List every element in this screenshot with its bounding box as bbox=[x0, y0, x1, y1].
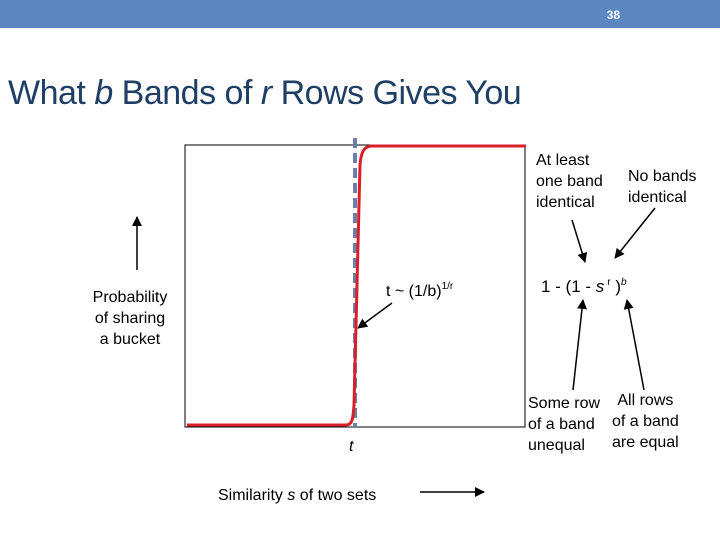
x-label-rest: of two sets bbox=[295, 487, 377, 504]
formula-close: ) bbox=[610, 277, 622, 296]
no-bands-line-2: identical bbox=[628, 189, 687, 206]
some-row-line-3: unequal bbox=[528, 437, 585, 454]
at-least-line-3: identical bbox=[536, 194, 595, 211]
all-rows-line-1: All rows bbox=[617, 392, 674, 409]
at-least-line-2: one band bbox=[536, 173, 603, 190]
no-bands-arrow bbox=[615, 208, 655, 258]
band-formula bbox=[541, 272, 627, 297]
x-axis-label bbox=[218, 485, 376, 506]
y-axis-label bbox=[70, 287, 190, 350]
some-row-annotation bbox=[528, 393, 600, 456]
y-label-line-2: of sharing bbox=[94, 310, 166, 327]
at-least-arrow bbox=[572, 220, 585, 262]
title-part1: What bbox=[8, 74, 95, 112]
no-bands-line-1: No bands bbox=[628, 168, 697, 185]
all-rows-annotation bbox=[612, 390, 679, 453]
title-part2: Bands of bbox=[112, 74, 261, 112]
x-label-var: s bbox=[287, 487, 296, 504]
some-row-line-2: of a band bbox=[528, 416, 595, 433]
threshold-formula bbox=[386, 276, 453, 302]
title-var-r: r bbox=[260, 74, 272, 112]
formula-b: b bbox=[621, 277, 627, 288]
threshold-formula-base: t ~ (1/b) bbox=[386, 283, 442, 300]
threshold-pointer-arrow bbox=[358, 303, 392, 328]
title-part3: Rows Gives You bbox=[271, 74, 522, 112]
y-label-line-1: Probability bbox=[92, 289, 168, 306]
no-bands-annotation bbox=[628, 166, 697, 208]
all-rows-line-2: of a band bbox=[612, 413, 679, 430]
page-number: 38 bbox=[606, 8, 620, 22]
y-label-line-3: a bucket bbox=[99, 331, 161, 348]
x-label-text: Similarity bbox=[218, 487, 288, 504]
formula-r: r bbox=[607, 277, 611, 288]
title-var-b: b bbox=[94, 74, 113, 112]
at-least-annotation bbox=[536, 150, 603, 213]
some-row-line-1: Some row bbox=[528, 395, 601, 412]
at-least-line-1: At least bbox=[536, 152, 590, 169]
some-row-arrow bbox=[573, 300, 583, 390]
formula-s: s bbox=[595, 277, 605, 296]
all-rows-line-3: are equal bbox=[612, 434, 679, 451]
formula-pre: 1 - (1 - bbox=[541, 277, 596, 296]
all-rows-arrow bbox=[627, 300, 644, 390]
threshold-formula-exp: 1/r bbox=[441, 281, 454, 292]
threshold-marker: t bbox=[349, 438, 354, 455]
